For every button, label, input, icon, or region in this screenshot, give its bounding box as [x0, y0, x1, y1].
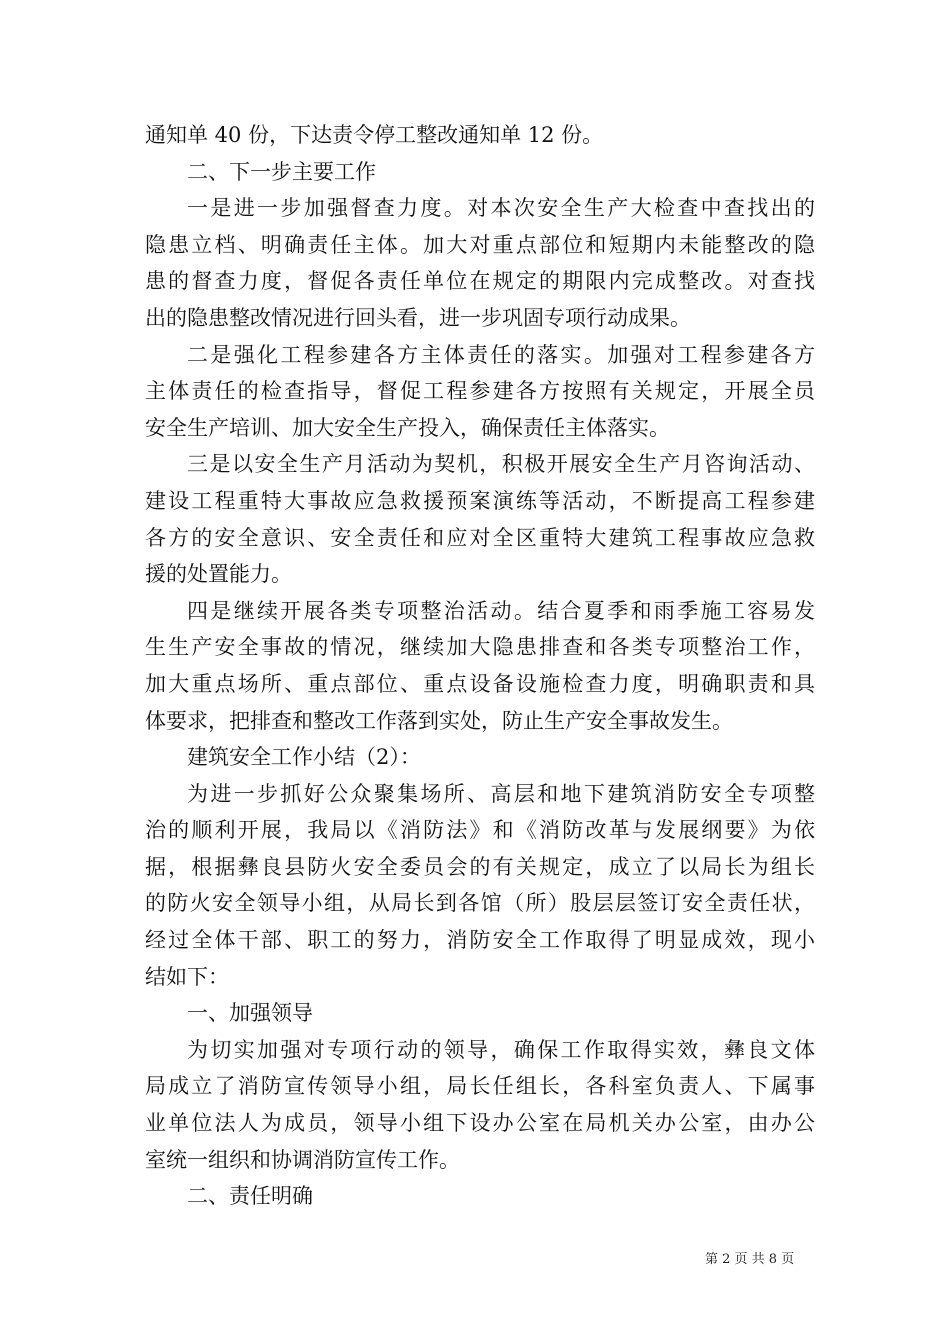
document-body [145, 117, 815, 1215]
text-line: 局成立了消防宣传领导小组，局长任组长，各科室负责人、下属事 [145, 1074, 815, 1099]
text-line: 室统一组织和协调消防宣传工作。 [145, 1147, 460, 1172]
text-line: 生生产安全事故的情况，继续加大隐患排查和各类专项整治工作， [145, 635, 815, 660]
text-line: 加大重点场所、重点部位、重点设备设施检查力度，明确职责和具 [145, 671, 815, 696]
text-line: 的防火安全领导小组，从局长到各馆（所）股层层签订安全责任状， [145, 891, 815, 916]
text-line: 三是以安全生产月活动为契机，积极开展安全生产月咨询活动、 [187, 452, 815, 477]
text-line: 为进一步抓好公众聚集场所、高层和地下建筑消防安全专项整 [187, 781, 815, 806]
paragraph-responsibility [145, 337, 815, 447]
text-line: 据，根据彝良县防火安全委员会的有关规定，成立了以局长为组长 [145, 854, 815, 879]
section-heading-leadership [145, 995, 815, 1032]
section-title-summary-2 [145, 739, 815, 776]
text-line: 经过全体干部、职工的努力，消防安全工作取得了明显成效，现小 [145, 928, 815, 953]
text-line: 建筑安全工作小结（2）： [187, 745, 421, 770]
text-line: 二、下一步主要工作 [187, 159, 376, 184]
text-line: 为切实加强对专项行动的领导，确保工作取得实效，彝良文体 [187, 1037, 815, 1062]
text-line: 结如下： [145, 964, 229, 989]
text-line: 建设工程重特大事故应急救援预案演练等活动，不断提高工程参建 [145, 488, 815, 513]
paragraph-continuation [145, 117, 815, 154]
paragraph-leadership-group [145, 1032, 815, 1178]
paragraph-fire-safety-intro [145, 776, 815, 996]
text-line: 体要求，把排查和整改工作落到实处，防止生产安全事故发生。 [145, 708, 733, 733]
text-line: 四是继续开展各类专项整治活动。结合夏季和雨季施工容易发 [187, 598, 815, 623]
text-line: 业单位法人为成员，领导小组下设办公室在局机关办公室，由办公 [145, 1111, 815, 1136]
text-line: 一是进一步加强督查力度。对本次安全生产大检查中查找出的 [187, 196, 815, 221]
text-line: 主体责任的检查指导，督促工程参建各方按照有关规定，开展全员 [145, 379, 815, 404]
text-line: 患的督查力度，督促各责任单位在规定的期限内完成整改。对查找 [145, 269, 815, 294]
text-line: 通知单 40 份，下达责令停工整改通知单 12 份。 [145, 123, 604, 147]
text-line: 二、责任明确 [187, 1184, 313, 1209]
section-heading-next-steps [145, 154, 815, 191]
section-heading-responsibility [145, 1178, 815, 1215]
text-line: 隐患立档、明确责任主体。加大对重点部位和短期内未能整改的隐 [145, 232, 815, 257]
text-line: 一、加强领导 [187, 1001, 313, 1026]
page-number-footer: 第 2 页 共 8 页 [705, 1252, 795, 1267]
text-line: 出的隐患整改情况进行回头看，进一步巩固专项行动成果。 [145, 305, 691, 330]
text-line: 治的顺利开展，我局以《消防法》和《消防改革与发展纲要》为依 [145, 818, 815, 843]
paragraph-safety-month [145, 446, 815, 592]
text-line: 援的处置能力。 [145, 562, 292, 587]
paragraph-supervision [145, 190, 815, 336]
paragraph-special-rectification [145, 593, 815, 739]
text-line: 各方的安全意识、安全责任和应对全区重特大建筑工程事故应急救 [145, 525, 815, 550]
text-line: 安全生产培训、加大安全生产投入，确保责任主体落实。 [145, 415, 670, 440]
text-line: 二是强化工程参建各方主体责任的落实。加强对工程参建各方 [187, 342, 815, 367]
